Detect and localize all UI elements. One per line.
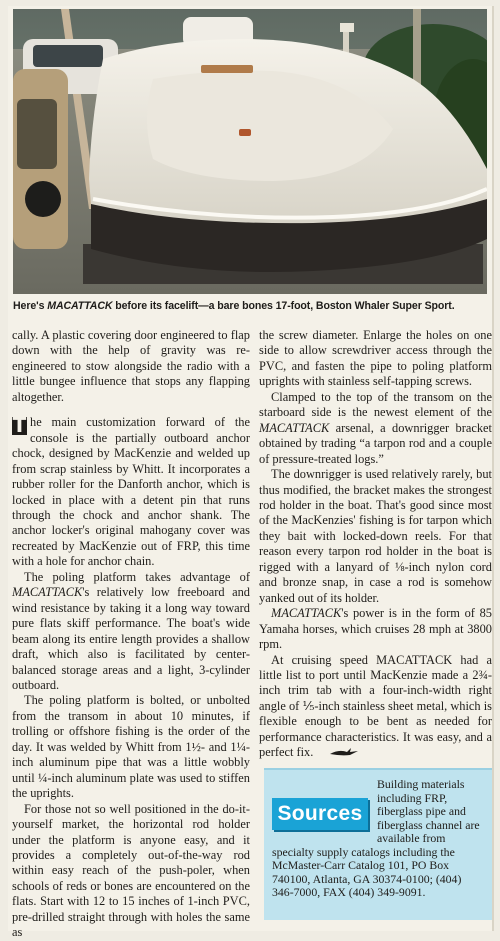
right-paragraph-4-b: 's power is in the form of 85 Yamaha horses, which cruises 28 mph at 3800 rpm. xyxy=(259,606,492,652)
magazine-page xyxy=(8,6,492,940)
left-paragraph-3-a: The poling platform takes advantage of xyxy=(24,569,250,584)
right-paragraph-2-boat-name: MACATTACK xyxy=(259,420,330,435)
right-paragraph-3: The downrigger is used relatively rarely, but thus modified, the bracket makes the strongest rod holder in the boat. That's good since most of the MacKenzies' fishing is for tarpon which they bait with locked-down reels. For that reason every tarpon rod holder in the boat is rigged with a lanyard of ⅛-inch nylon cord and bronze snap, in case a rod is somehow yanked out of its holder. xyxy=(259,467,492,605)
left-paragraph-4: The poling platform is bolted, or unbolted from the transom in about 10 minutes, if trolling or offshore fishing is the order of the day. It was welded by Whitt from 1½- and 1¼-inch aluminum pipe that was a little wobbly until ¼-inch aluminum plate was used to stiffen the uprights. xyxy=(12,693,250,801)
left-paragraph-1: cally. A plastic covering door engineered to flap down with the help of gravity was re-engineered to stow alongside the radio with a little bungee influence that stops any flapping altogether. xyxy=(12,328,250,404)
left-paragraph-3 xyxy=(12,570,250,694)
sources-detail-text: specialty supply catalogs including the McMaster-Carr Catalog 101, PO Box 740100, Atlanta, GA 30374-0100; (404) 346-7000, FAX (404) 349-9091. xyxy=(272,844,462,899)
photo-caption xyxy=(13,295,487,323)
right-paragraph-2-a: Clamped to the top of the transom on the starboard side is the newest element of the xyxy=(259,389,492,420)
sources-lead-text: Building materials including FRP, fiberglass pipe and fiberglass channel are available from xyxy=(377,777,480,845)
end-mark-icon xyxy=(317,746,359,761)
right-paragraph-5-text: At cruising speed MACATTACK had a little list to port until MacKenzie made a 2¾-inch trim tab with a four-inch-width right angle of ⅕-inch stainless sheet metal, which is flexible enough to be bent as needed for performance characteristics. It was easy, and a perfect fix. xyxy=(259,652,492,760)
drop-cap: T xyxy=(12,413,27,438)
left-paragraph-3-boat-name: MACATTACK xyxy=(12,585,83,600)
left-paragraph-2 xyxy=(12,415,250,570)
right-paragraph-2 xyxy=(259,390,492,467)
caption-boat-name: MACATTACK xyxy=(47,300,113,312)
right-paragraph-2-b: arsenal, a downrigger bracket obtained by trading “a tarpon rod and a couple of pressure-treated logs.” xyxy=(259,420,492,466)
sources-badge: Sources xyxy=(272,798,368,830)
right-paragraph-1: the screw diameter. Enlarge the holes on one side to allow screwdriver access through the PVC, and fasten the pipe to poling platform uprights with stainless self-tapping screws. xyxy=(259,328,492,389)
caption-prefix: Here's xyxy=(13,300,48,312)
right-paragraph-4 xyxy=(259,606,492,652)
article-right-column xyxy=(259,328,492,761)
left-paragraph-5: For those not so well positioned in the do-it-yourself market, the horizontal rod holder under the platform is anyone easy, and it provides a completely out-of-the-way rod within easy reach of the push-poler, when schools of reds or bones are encountered on the flats. Start with 12 to 15 inches of 1-inch PVC, pre-drilled straight through with holes the same as xyxy=(12,801,250,940)
right-paragraph-5 xyxy=(259,653,492,762)
article-left-column xyxy=(12,328,250,941)
sources-box xyxy=(264,768,492,920)
left-paragraph-2-text: he main customization forward of the console is the partially outboard anchor chock, designed by MacKenzie and welded up from scrap stainless by Whitt. It incorporates a rubber roller for the Danforth anchor, which is locked in place with a detent pin that runs through the chock and anchor shank. The anchor locker's original mahogany cover was recreated by MacKenzie out of FRP, this time with a hole for anchor chain. xyxy=(12,415,250,569)
left-paragraph-3-b: 's relatively low freeboard and wind resistance by taking it a long way toward pure flats skiff performance. The boat's wide beam along its entire length provides a shallow draft, which also is facilitated by center-balanced storage areas and a light, 3-cylinder outboard. xyxy=(12,585,250,692)
sources-text xyxy=(272,778,482,900)
right-paragraph-4-boat-name: MACATTACK xyxy=(271,606,342,621)
boat-photo xyxy=(13,9,487,294)
caption-suffix: before its facelift—a bare bones 17-foot, Boston Whaler Super Sport. xyxy=(112,300,455,312)
